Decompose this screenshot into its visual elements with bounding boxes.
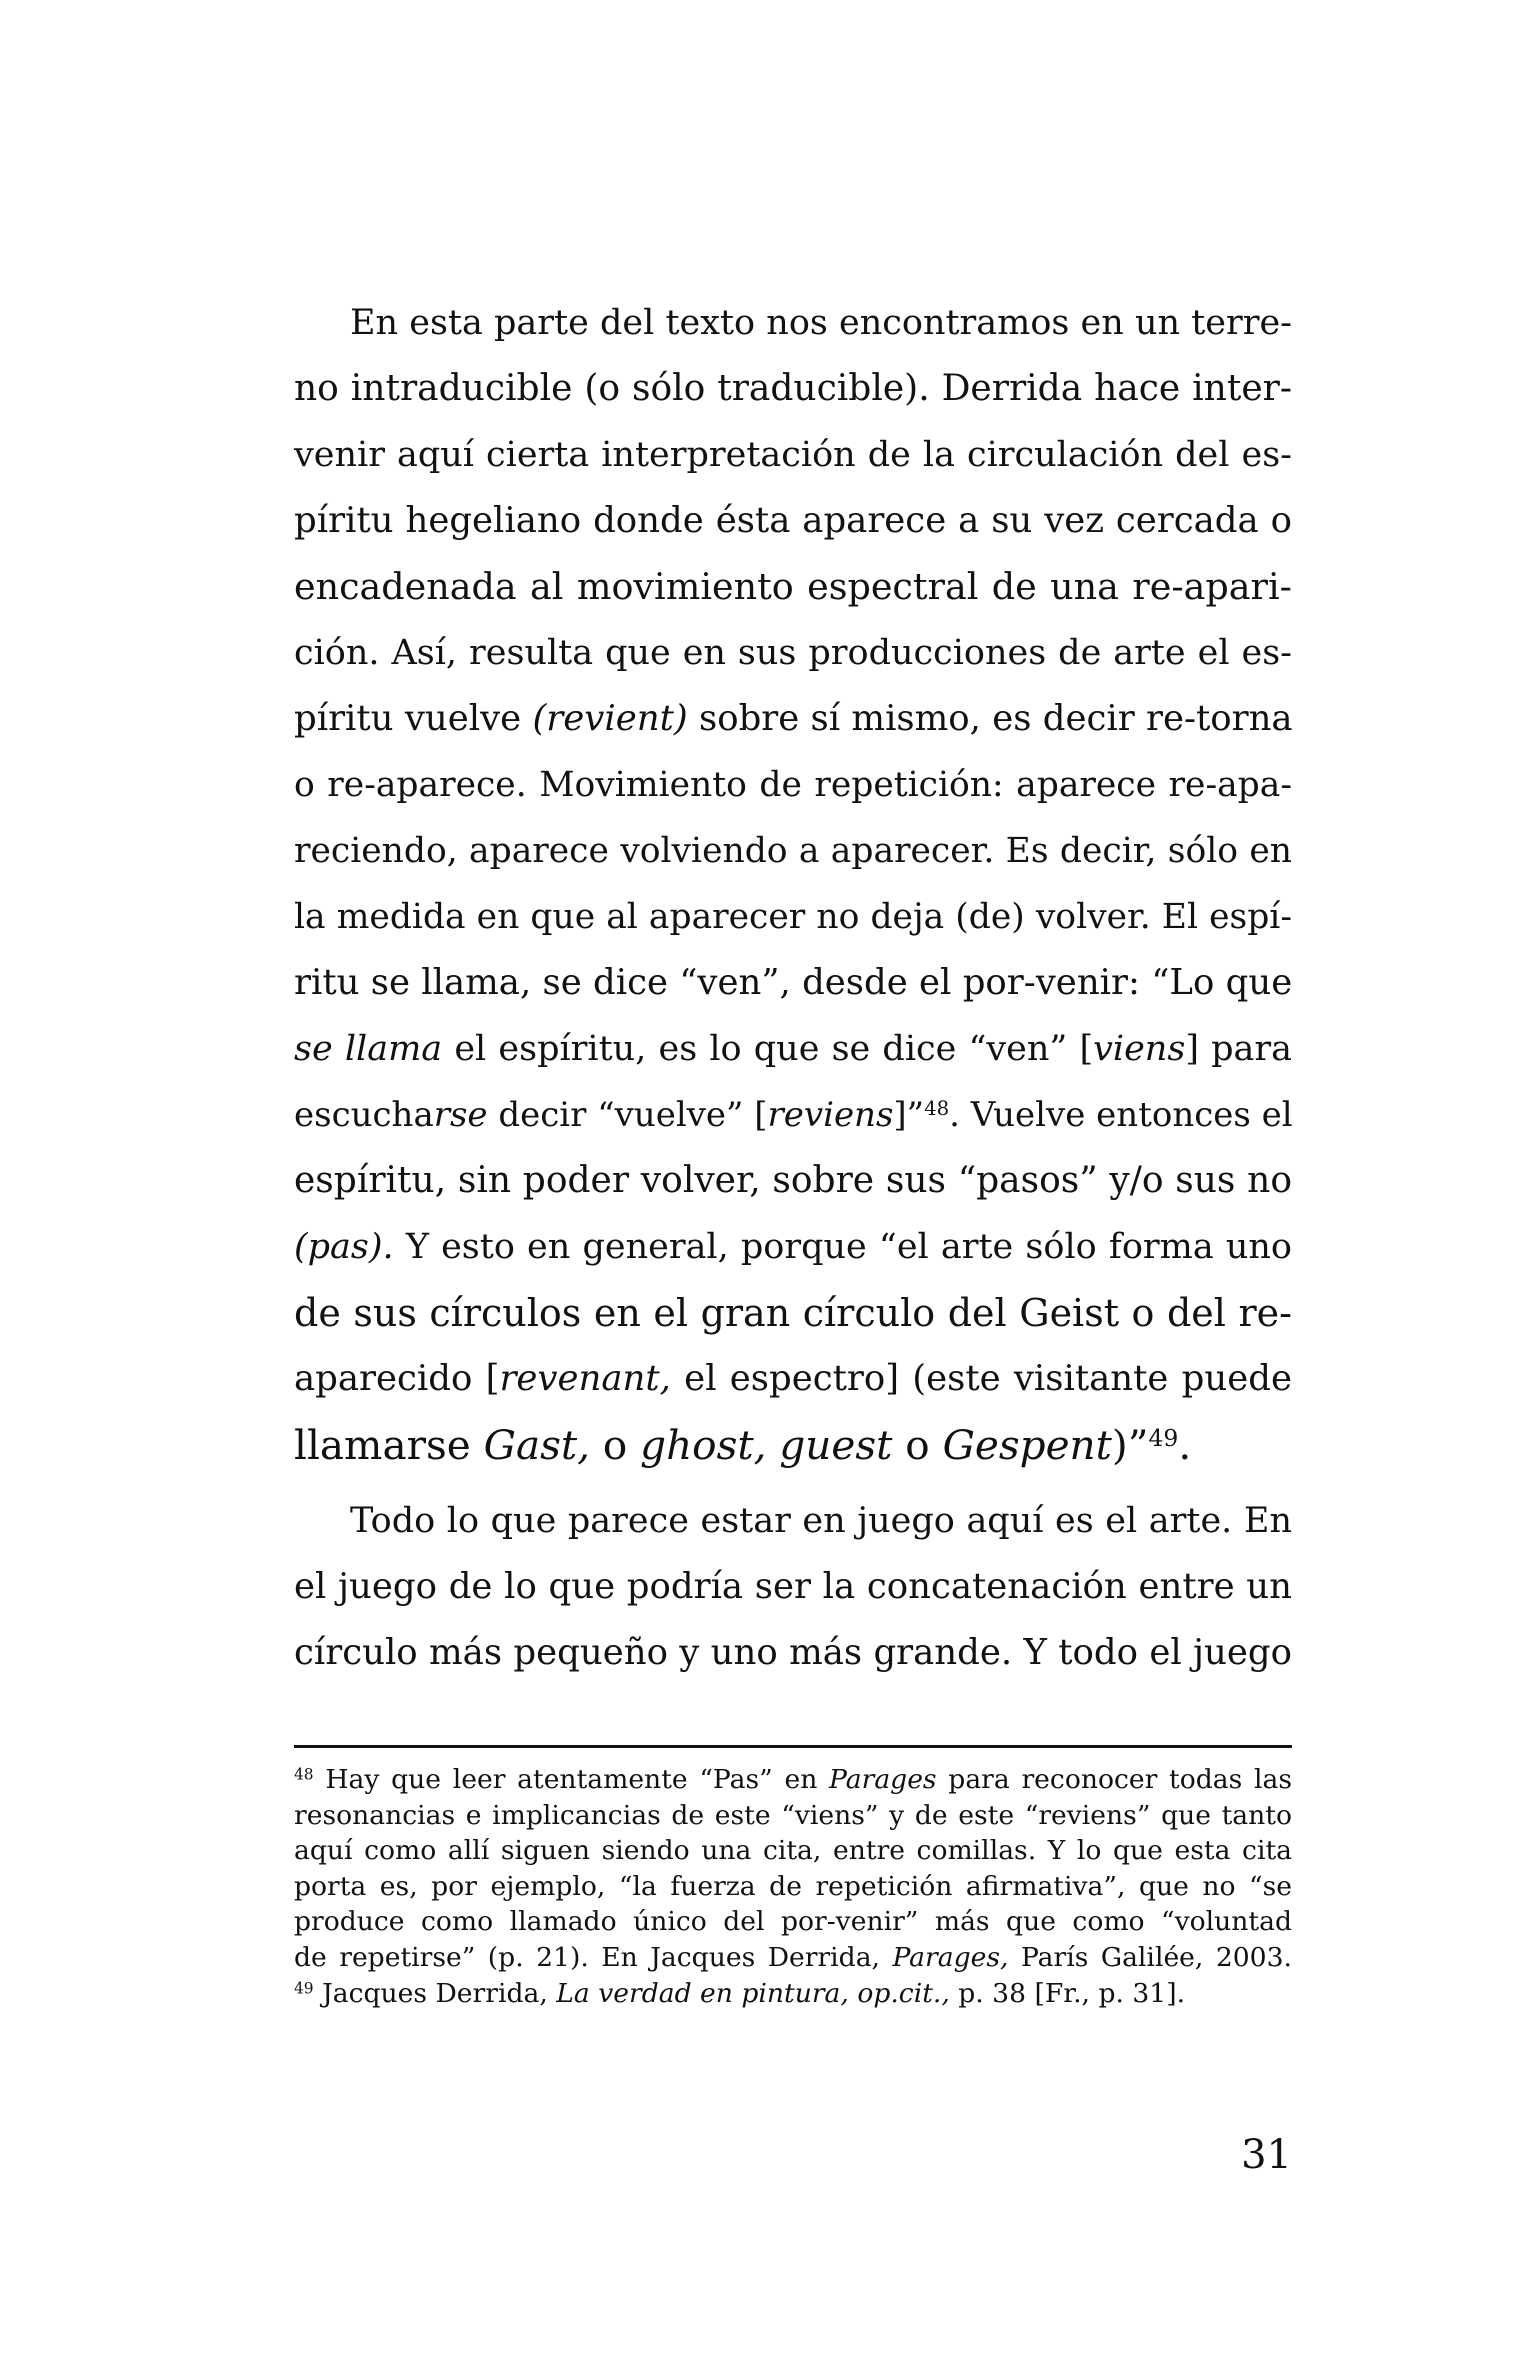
body-text (294, 290, 1292, 1686)
body-line: escucharse decir “vuelve” [reviens]”$^{48}$. Vuelve entonces el (294, 1095, 1293, 1135)
italic-term: ghost, guest (640, 1421, 893, 1469)
body-line: o re-aparece. Movimiento de repetición: aparece re-apa- (294, 765, 1292, 805)
body-line: píritu hegeliano donde ésta aparece a su vez cercada o (294, 500, 1292, 541)
body-line: píritu vuelve (revient) sobre sí mismo, es decir re-torna (294, 698, 1293, 739)
footnote-number: 49 (294, 1979, 314, 1998)
footnotes (294, 1762, 1292, 2011)
footnote-line: $^{49}$ Jacques Derrida, La verdad en pintura, op.cit., p. 38 [Fr., p. 31]. (294, 1977, 1186, 2009)
italic-term: se llama (294, 1029, 443, 1069)
italic-term: (pas). (294, 1227, 394, 1267)
body-line: espíritu, sin poder volver, sobre sus “pasos” y/o sus no (294, 1160, 1292, 1201)
italic-term: rse (433, 1095, 488, 1135)
italic-term: La verdad en pintura, op.cit., (556, 1977, 950, 2009)
italic-term: Parages (829, 1764, 937, 1795)
body-line: el juego de lo que podría ser la concatenación entre un (294, 1566, 1292, 1607)
italic-term: reviens (767, 1095, 894, 1135)
body-line: aparecido [revenant, el espectro] (este visitante puede (294, 1358, 1292, 1399)
footnote-number: 48 (294, 1765, 314, 1784)
body-line: no intraducible (o sólo traducible). Derrida hace inter- (294, 368, 1292, 409)
body-line: círculo más pequeño y uno más grande. Y todo el juego (294, 1632, 1292, 1673)
footnote-divider (294, 1745, 1292, 1748)
italic-term: Parages, (892, 1941, 1009, 1973)
body-line: de sus círculos en el gran círculo del Geist o del re- (294, 1291, 1292, 1335)
body-line: la medida en que al aparecer no deja (de) volver. El espí- (294, 897, 1292, 937)
footnote-line: de repetirse” (p. 21). En Jacques Derrida, Parages, París Galilée, 2003. (294, 1941, 1292, 1973)
body-line: (pas). Y esto en general, porque “el arte sólo forma uno (294, 1227, 1292, 1267)
body-line: venir aquí cierta interpretación de la circulación del es- (294, 435, 1292, 475)
footnote-ref-48: 48 (924, 1097, 950, 1121)
body-line: Todo lo que parece estar en juego aquí es el arte. En (350, 1501, 1292, 1541)
body-line: ritu se llama, se dice “ven”, desde el por-venir: “Lo que (294, 962, 1293, 1003)
italic-term: viens (1093, 1029, 1186, 1069)
body-line: reciendo, aparece volviendo a aparecer. Es decir, sólo en (294, 831, 1292, 871)
footnote-ref-49: 49 (1148, 1424, 1179, 1453)
footnote-line: aquí como allí siguen siendo una cita, entre comillas. Y lo que esta cita (294, 1835, 1292, 1867)
italic-term: revenant, (499, 1358, 671, 1399)
body-line: encadenada al movimiento espectral de una re-apari- (294, 565, 1292, 608)
footnote-line: resonancias e implicancias de este “viens” y de este “reviens” que tanto (294, 1799, 1292, 1831)
body-line: En esta parte del texto nos encontramos en un terre- (350, 303, 1292, 343)
body-line: llamarse Gast, o ghost, guest o Gespent)”$^{49}$. (294, 1421, 1192, 1469)
page-number: 31 (1241, 2132, 1292, 2178)
footnote-line: produce como llamado único del por-venir” más que como “voluntad (294, 1906, 1292, 1938)
footnote-line: $^{48}$ Hay que leer atentamente “Pas” en Parages para reconocer todas las (294, 1764, 1292, 1795)
italic-term: (revient) (532, 698, 688, 739)
italic-term: Gespent (942, 1421, 1112, 1469)
body-line: se llama el espíritu, es lo que se dice “ven” [viens] para (294, 1029, 1293, 1069)
italic-term: Gast, (483, 1421, 591, 1469)
body-line: ción. Así, resulta que en sus producciones de arte el es- (294, 633, 1292, 673)
footnote-line: porta es, por ejemplo, “la fuerza de repetición afirmativa”, que no “se (294, 1870, 1292, 1902)
paragraph-gap (294, 1478, 1292, 1488)
